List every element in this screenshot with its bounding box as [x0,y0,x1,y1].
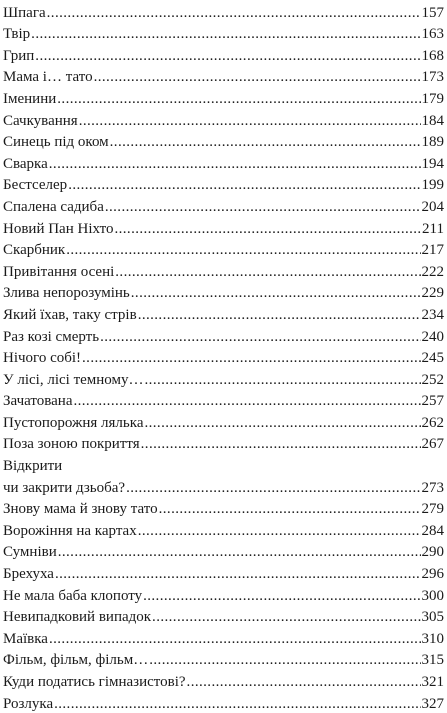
toc-entry [3,410,444,432]
toc-page-number: 217 [421,242,444,259]
toc-title: Бестселер [3,177,68,194]
toc-entry [3,561,444,583]
toc-leader-dots [114,220,421,238]
toc-leader-dots [94,68,421,86]
toc-entry [3,86,444,108]
toc-entry [3,605,444,627]
toc-leader-dots [82,349,420,367]
toc-leader-dots [35,47,420,65]
toc-title: Нічого собі! [3,350,82,367]
toc-entry [3,216,444,238]
toc-title: Сварка [3,155,48,172]
toc-title: Скарбник [3,242,66,259]
toc-title: Раз козі смерть [3,328,100,345]
toc-leader-dots [149,651,420,669]
toc-entry [3,194,444,216]
toc-title-second-line-row [3,475,444,497]
toc-leader-dots [131,284,421,302]
toc-page-number: 273 [421,479,444,496]
toc-title: Шпага [3,4,46,21]
toc-title: Зачатована [3,393,73,410]
toc-title-first-line-row [3,453,444,475]
toc-title: Сумніви [3,544,57,561]
toc-leader-dots [66,241,420,259]
toc-title: Розлука [3,695,54,712]
toc-leader-dots [145,371,421,389]
toc-page-number: 300 [421,587,444,604]
toc-page-number: 211 [422,220,444,237]
toc-page-number: 194 [421,155,444,172]
toc-entry [3,540,444,562]
toc-leader-dots [73,392,420,410]
toc-entry [3,583,444,605]
toc-entry-two-line [3,453,444,496]
toc-entry [3,346,444,368]
toc-page-number: 310 [421,630,444,647]
toc-leader-dots [105,198,421,216]
toc-page-number: 305 [421,609,444,626]
toc-title: Пустопорожня лялька [3,414,144,431]
toc-title: Привітання осені [3,263,115,280]
toc-leader-dots [144,414,420,432]
toc-page-number: 234 [421,306,444,323]
toc-page-number: 189 [421,134,444,151]
toc-title: Сачкування [3,112,78,129]
toc-leader-dots [55,565,421,583]
toc-entry [3,108,444,130]
toc-entry [3,626,444,648]
toc-page-number: 252 [421,371,444,388]
toc-title: Маївка [3,630,48,647]
toc-title: У лісі, лісі темному… [3,371,144,388]
toc-leader-dots [138,306,421,324]
toc-entry [3,324,444,346]
toc-entry [3,0,444,22]
toc-leader-dots [31,25,420,43]
toc-title: Твір [3,26,31,43]
toc-page-number: 262 [421,414,444,431]
toc-leader-dots [47,4,421,22]
toc-page-number: 327 [421,695,444,712]
toc-page-number: 184 [421,112,444,129]
toc-title: Знову мама й знову тато [3,501,158,518]
toc-page-number: 240 [421,328,444,345]
toc-page-number: 168 [421,47,444,64]
toc-title: Іменини [3,90,57,107]
toc-leader-dots [100,328,420,346]
toc-title: Брехуха [3,566,54,583]
toc-leader-dots [152,608,420,626]
toc-page-number: 229 [421,285,444,302]
toc-entry [3,497,444,519]
toc-title: Грип [3,47,35,64]
toc-page-number: 173 [421,69,444,86]
toc-title: Ворожіння на картах [3,522,137,539]
toc-leader-dots [143,587,420,605]
toc-title-line1: Відкрити [3,458,63,475]
toc-leader-dots [54,695,420,713]
toc-title: Мама і… тато [3,69,93,86]
toc-page-number: 245 [421,350,444,367]
toc-title: Який їхав, таку стрів [3,306,137,323]
toc-leader-dots [126,479,420,497]
toc-title: Невипадковий випадок [3,609,152,626]
toc-entry [3,367,444,389]
table-of-contents [3,0,444,713]
toc-page-number: 222 [421,263,444,280]
toc-leader-dots [115,263,420,281]
toc-page-number: 204 [421,198,444,215]
toc-entry [3,151,444,173]
toc-title: Не мала баба клопоту [3,587,143,604]
toc-title: Куди податись гімназистові? [3,674,186,690]
toc-entry [3,432,444,454]
toc-entry [3,648,444,670]
toc-leader-dots [187,673,421,691]
toc-page-number: 179 [421,90,444,107]
toc-page-number: 279 [421,501,444,518]
toc-entry [3,43,444,65]
toc-entry [3,302,444,324]
toc-entry [3,130,444,152]
toc-page-number: 296 [421,566,444,583]
toc-title: Фільм, фільм, фільм… [3,652,149,669]
toc-title: Спалена садиба [3,198,104,215]
toc-leader-dots [138,522,421,540]
toc-entry [3,281,444,303]
toc-page-number: 199 [421,177,444,194]
toc-leader-dots [58,543,421,561]
toc-page-number: 267 [421,436,444,453]
toc-leader-dots [141,435,421,453]
toc-entry [3,691,444,713]
toc-leader-dots [110,133,421,151]
toc-page-number: 163 [421,26,444,43]
toc-entry [3,22,444,44]
toc-title: Синець під оком [3,134,109,151]
toc-entry [3,669,444,691]
toc-leader-dots [49,630,421,648]
toc-leader-dots [79,112,421,130]
toc-title: Злива непорозумінь [3,285,130,302]
toc-entry [3,259,444,281]
toc-title: Поза зоною покриття [3,436,140,453]
toc-entry [3,65,444,87]
toc-entry [3,518,444,540]
toc-leader-dots [49,155,421,173]
toc-page-number: 290 [421,544,444,561]
toc-page-number: 157 [421,4,444,21]
toc-entry [3,238,444,260]
toc-page-number: 257 [421,393,444,410]
toc-title-line2: чи закрити дзьоба? [3,479,126,496]
toc-page-number: 284 [421,522,444,539]
toc-leader-dots [57,90,420,108]
toc-title: Новий Пан Ніхто [3,220,114,237]
toc-entry [3,389,444,411]
toc-entry [3,173,444,195]
toc-leader-dots [159,500,421,518]
toc-page-number: 315 [421,652,444,669]
toc-leader-dots [68,176,420,194]
toc-page-number: 321 [421,674,444,690]
